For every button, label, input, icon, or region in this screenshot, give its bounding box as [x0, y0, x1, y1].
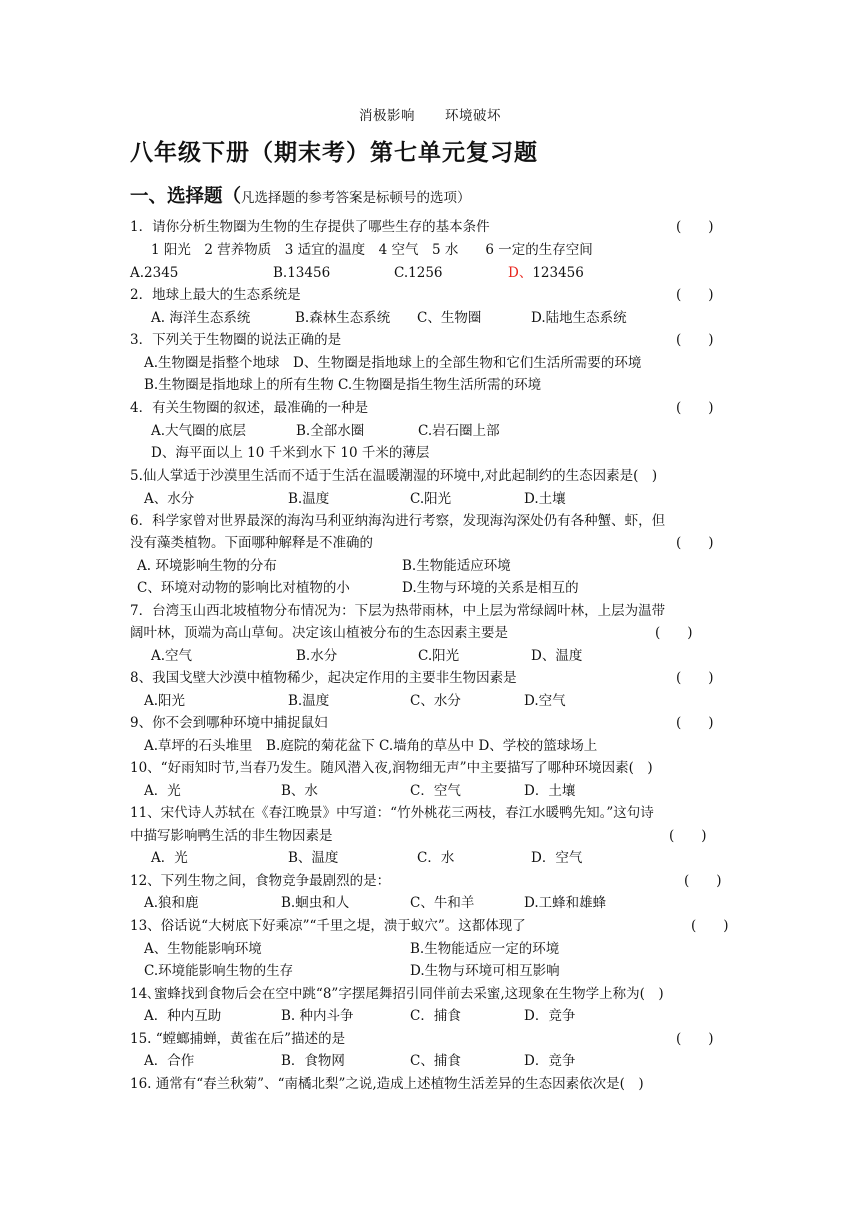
question-1-conditions: 1 阳光 2 营养物质 3 适宜的温度 4 空气 5 水 6 一定的生存空间 [151, 242, 593, 258]
question-11-option-d: D．空气 [531, 850, 583, 866]
section-heading [130, 182, 471, 208]
question-14-option-c: C．捕食 [410, 1008, 461, 1024]
question-7-answer-paren: ( ) [655, 625, 693, 641]
question-4-option-a: A.大气圈的底层 [151, 423, 247, 439]
question-6-option-d: D.生物与环境的关系是相互的 [402, 580, 579, 596]
question-7-stem-line-2: 阔叶林，顶端为高山草甸。决定该山植被分布的生态因素主要是 [130, 625, 508, 641]
question-4-option-d: D、海平面以上 10 千米到水下 10 千米的薄层 [151, 445, 430, 461]
question-13-stem: 13、俗话说“大树底下好乘凉”“千里之堤，溃于蚁穴”。这都体现了 [130, 918, 526, 934]
question-3-answer-paren: ( ) [676, 332, 714, 348]
question-11-option-c: C．水 [417, 850, 455, 866]
question-10-option-a: A．光 [144, 783, 181, 799]
question-8-stem: 8、我国戈壁大沙漠中植物稀少，起决定作用的主要非生物因素是 [130, 670, 517, 686]
question-1-option-d [508, 262, 584, 284]
question-11-stem-line-1: 11、宋代诗人苏轼在《春江晚景》中写道：“竹外桃花三两枝，春江水暖鸭先知。”这句诗 [130, 805, 654, 821]
question-14-stem: 14､蜜蜂找到食物后会在空中跳“8”字摆尾舞招引同伴前去采蜜,这现象在生物学上称为( ) [130, 986, 664, 1002]
question-5-option-c: C.阳光 [410, 491, 452, 507]
question-11-stem-line-2: 中描写影响鸭生活的非生物因素是 [130, 828, 333, 844]
question-2-answer-paren: ( ) [676, 287, 714, 303]
question-12-option-c: C、牛和羊 [410, 895, 475, 911]
question-12-answer-paren: ( ) [684, 873, 722, 889]
question-9-answer-paren: ( ) [676, 715, 714, 731]
question-15-option-b: B．食物网 [281, 1053, 345, 1069]
header-keywords [0, 104, 860, 124]
question-4-option-c: C.岩石圈上部 [418, 423, 500, 439]
question-3-options-line-1: A.生物圈是指整个地球 D、生物圈是指地球上的全部生物和它们生活所需要的环境 [144, 355, 642, 371]
question-6-option-b: B.生物能适应环境 [402, 558, 511, 574]
question-1-answer-paren: ( ) [676, 219, 714, 235]
question-15-stem: 15. “螳螂捕蝉，黄雀在后”描述的是 [130, 1031, 346, 1047]
question-1-option-a: A.2345 [130, 265, 179, 281]
question-5-option-b: B.温度 [288, 491, 330, 507]
question-13-option-a: A、生物能影响环境 [144, 941, 262, 957]
question-15-option-d: D．竞争 [524, 1053, 576, 1069]
header-keyword-left: 消极影响 [359, 108, 415, 124]
question-14-option-a: A．种内互助 [144, 1008, 222, 1024]
question-9-options: A.草坪的石头堆里 B.庭院的菊花盆下 C.墙角的草丛中 D、学校的篮球场上 [144, 738, 598, 754]
question-4-answer-paren: ( ) [676, 400, 714, 416]
question-6-stem-line-1: 6．科学家曾对世界最深的海沟马利亚纳海沟进行考察，发现海沟深处仍有各种蟹、虾，但 [130, 513, 666, 529]
question-6-option-c: C、环境对动物的影响比对植物的小 [137, 580, 350, 596]
question-2-option-b: B.森林生态系统 [295, 310, 391, 326]
question-15-answer-paren: ( ) [676, 1031, 714, 1047]
question-13-option-c: C.环境能影响生物的生存 [144, 963, 294, 979]
question-7-option-b: B.水分 [296, 648, 338, 664]
question-1-option-d-text: 123456 [532, 265, 584, 281]
question-10-option-c: C．空气 [410, 783, 461, 799]
question-5-option-a: A、水分 [144, 491, 195, 507]
question-7-option-c: C.阳光 [418, 648, 460, 664]
question-10-stem: 10、“好雨知时节,当春乃发生。随风潜入夜,润物细无声”中主要描写了哪种环境因素( ) [130, 760, 653, 776]
question-15-option-c: C、捕食 [410, 1053, 461, 1069]
page-title: 八年级下册（期末考）第七单元复习题 [130, 140, 538, 166]
answer-mark: D [508, 265, 519, 281]
question-6-answer-paren: ( ) [676, 535, 714, 551]
question-14-option-d: D．竞争 [524, 1008, 576, 1024]
question-12-stem: 12、下列生物之间，食物竞争最剧烈的是： [130, 873, 391, 889]
section-heading-text: 一、选择题（ [130, 186, 242, 207]
question-10-option-b: B、水 [281, 783, 318, 799]
question-8-option-c: C、水分 [410, 693, 461, 709]
question-1-stem: 1．请你分析生物圈为生物的生存提供了哪些生存的基本条件 [130, 219, 490, 235]
question-15-option-a: A．合作 [144, 1053, 195, 1069]
question-9-stem: 9、你不会到哪种环境中捕捉鼠妇 [130, 715, 328, 731]
question-5-option-d: D.土壤 [524, 491, 566, 507]
question-3-stem: 3．下列关于生物圈的说法正确的是 [130, 332, 342, 348]
question-8-option-a: A.阳光 [144, 693, 186, 709]
question-6-option-a: A. 环境影响生物的分布 [137, 558, 277, 574]
question-12-option-a: A.狼和鹿 [144, 895, 199, 911]
question-2-option-d: D.陆地生态系统 [531, 310, 627, 326]
question-8-answer-paren: ( ) [676, 670, 714, 686]
question-2-option-c: C、生物圈 [417, 310, 482, 326]
question-16-stem: 16. 通常有“春兰秋菊”、“南橘北梨”之说,造成上述植物生活差异的生态因素依次是( ) [130, 1076, 644, 1092]
question-13-option-b: B.生物能适应一定的环境 [410, 941, 560, 957]
question-4-option-b: B.全部水圈 [296, 423, 365, 439]
question-8-option-b: B.温度 [288, 693, 330, 709]
question-5-stem: 5.仙人掌适于沙漠里生活而不适于生活在温暖潮湿的环境中,对此起制约的生态因素是( ) [130, 468, 658, 484]
question-1-option-b: B.13456 [273, 265, 331, 281]
question-13-answer-paren: ( ) [691, 918, 729, 934]
header-keyword-right: 环境破坏 [445, 108, 501, 124]
question-3-options-line-2: B.生物圈是指地球上的所有生物 C.生物圈是指生物生活所需的环境 [144, 377, 542, 393]
question-6-stem-line-2: 没有藻类植物。下面哪种解释是不准确的 [130, 535, 373, 551]
question-12-option-b: B.蛔虫和人 [281, 895, 350, 911]
answer-mark-separator: 、 [518, 265, 533, 281]
question-7-option-d: D、温度 [531, 648, 583, 664]
question-2-option-a: A. 海洋生态系统 [151, 310, 251, 326]
question-10-option-d: D．土壤 [524, 783, 576, 799]
question-7-option-a: A.空气 [151, 648, 193, 664]
question-4-stem: 4．有关生物圈的叙述，最准确的一种是 [130, 400, 369, 416]
question-7-stem-line-1: 7．台湾玉山西北坡植物分布情况为：下层为热带雨林，中上层为常绿阔叶林，上层为温带 [130, 603, 666, 619]
question-12-option-d: D.工蜂和雄蜂 [524, 895, 607, 911]
question-11-option-a: A．光 [151, 850, 188, 866]
question-8-option-d: D.空气 [524, 693, 566, 709]
section-note: 凡选择题的参考答案是标顿号的选项） [241, 190, 471, 206]
question-14-option-b: B. 种内斗争 [281, 1008, 354, 1024]
question-2-stem: 2．地球上最大的生态系统是 [130, 287, 301, 303]
question-11-answer-paren: ( ) [669, 828, 707, 844]
question-11-option-b: B、温度 [288, 850, 339, 866]
question-13-option-d: D.生物与环境可相互影响 [410, 963, 560, 979]
question-1-option-c: C.1256 [394, 265, 443, 281]
